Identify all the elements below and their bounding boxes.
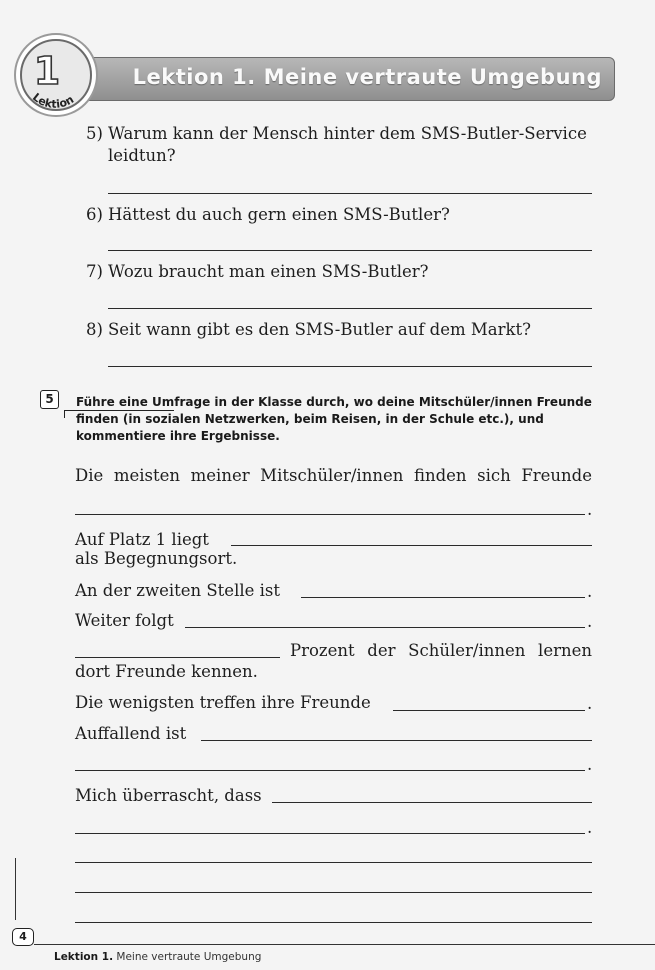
question-8: 8) Seit wann gibt es den SMS-Butler auf dem Markt?	[86, 320, 531, 339]
answer-line-q7[interactable]	[108, 308, 592, 309]
margin-rule	[15, 858, 16, 920]
period-1: .	[587, 500, 593, 519]
blank-line-11[interactable]	[75, 922, 592, 923]
sentence-7: Auffallend ist	[75, 724, 187, 743]
lesson-badge-icon	[13, 32, 99, 118]
blank-line-6[interactable]	[393, 710, 585, 711]
blank-line-8b[interactable]	[75, 833, 585, 834]
question-7: 7) Wozu braucht man einen SMS-Butler?	[86, 262, 429, 281]
period-4: .	[587, 612, 593, 631]
sentence-6: Die wenigsten treffen ihre Freunde	[75, 693, 371, 712]
period-3: .	[587, 582, 593, 601]
footer-rule	[34, 944, 655, 945]
blank-line-10[interactable]	[75, 892, 592, 893]
period-8: .	[587, 818, 593, 837]
sentence-4: Weiter folgt	[75, 611, 174, 630]
question-5: 5) Warum kann der Mensch hinter dem SMS-Butler-Service leidtun?	[86, 124, 587, 165]
lesson-header-band	[55, 57, 615, 101]
blank-line-8[interactable]	[272, 802, 592, 803]
blank-line-9[interactable]	[75, 862, 592, 863]
answer-line-q8[interactable]	[108, 366, 592, 367]
task-marker-tick	[64, 410, 65, 418]
sentence-1: Die meisten meiner Mitschüler/innen finden sich Freunde	[75, 466, 592, 485]
blank-line-1[interactable]	[75, 514, 585, 515]
question-6: 6) Hättest du auch gern einen SMS-Butler?	[86, 205, 450, 224]
footer-topic: Meine vertraute Umgebung	[116, 951, 262, 963]
footer-text	[54, 951, 261, 963]
sentence-2: Auf Platz 1 liegt	[75, 530, 209, 549]
sentence-5-continued: dort Freunde kennen.	[75, 662, 258, 681]
period-7: .	[587, 755, 593, 774]
badge-number: 1	[33, 49, 61, 93]
sentence-3: An der zweiten Stelle ist	[75, 581, 281, 600]
blank-line-7[interactable]	[201, 740, 592, 741]
sentence-2-continued: als Begegnungsort.	[75, 549, 238, 568]
blank-line-4[interactable]	[185, 627, 585, 628]
period-6: .	[587, 694, 593, 713]
blank-line-2[interactable]	[231, 545, 592, 546]
blank-line-3[interactable]	[301, 597, 585, 598]
sentence-5: Prozent der Schüler/innen lernen	[290, 641, 592, 660]
answer-line-q6[interactable]	[108, 250, 592, 251]
blank-line-7b[interactable]	[75, 770, 585, 771]
page-number: 4	[12, 928, 34, 946]
answer-line-q5[interactable]	[108, 193, 592, 194]
task-instruction: Führe eine Umfrage in der Klasse durch, wo deine Mitschüler/innen Freunde finden (in sozialen Netzwerken, beim Reisen, in der Schule etc.), und kommentiere ihre Ergebnisse.	[76, 395, 592, 443]
sentence-8: Mich überrascht, dass	[75, 786, 262, 805]
footer-lesson: Lektion 1.	[54, 951, 114, 963]
blank-line-5[interactable]	[75, 657, 280, 658]
task-number-badge: 5	[40, 390, 59, 409]
badge-word: Lektion	[29, 90, 77, 111]
lesson-header-title: Lektion 1. Meine vertraute Umgebung	[132, 65, 602, 89]
